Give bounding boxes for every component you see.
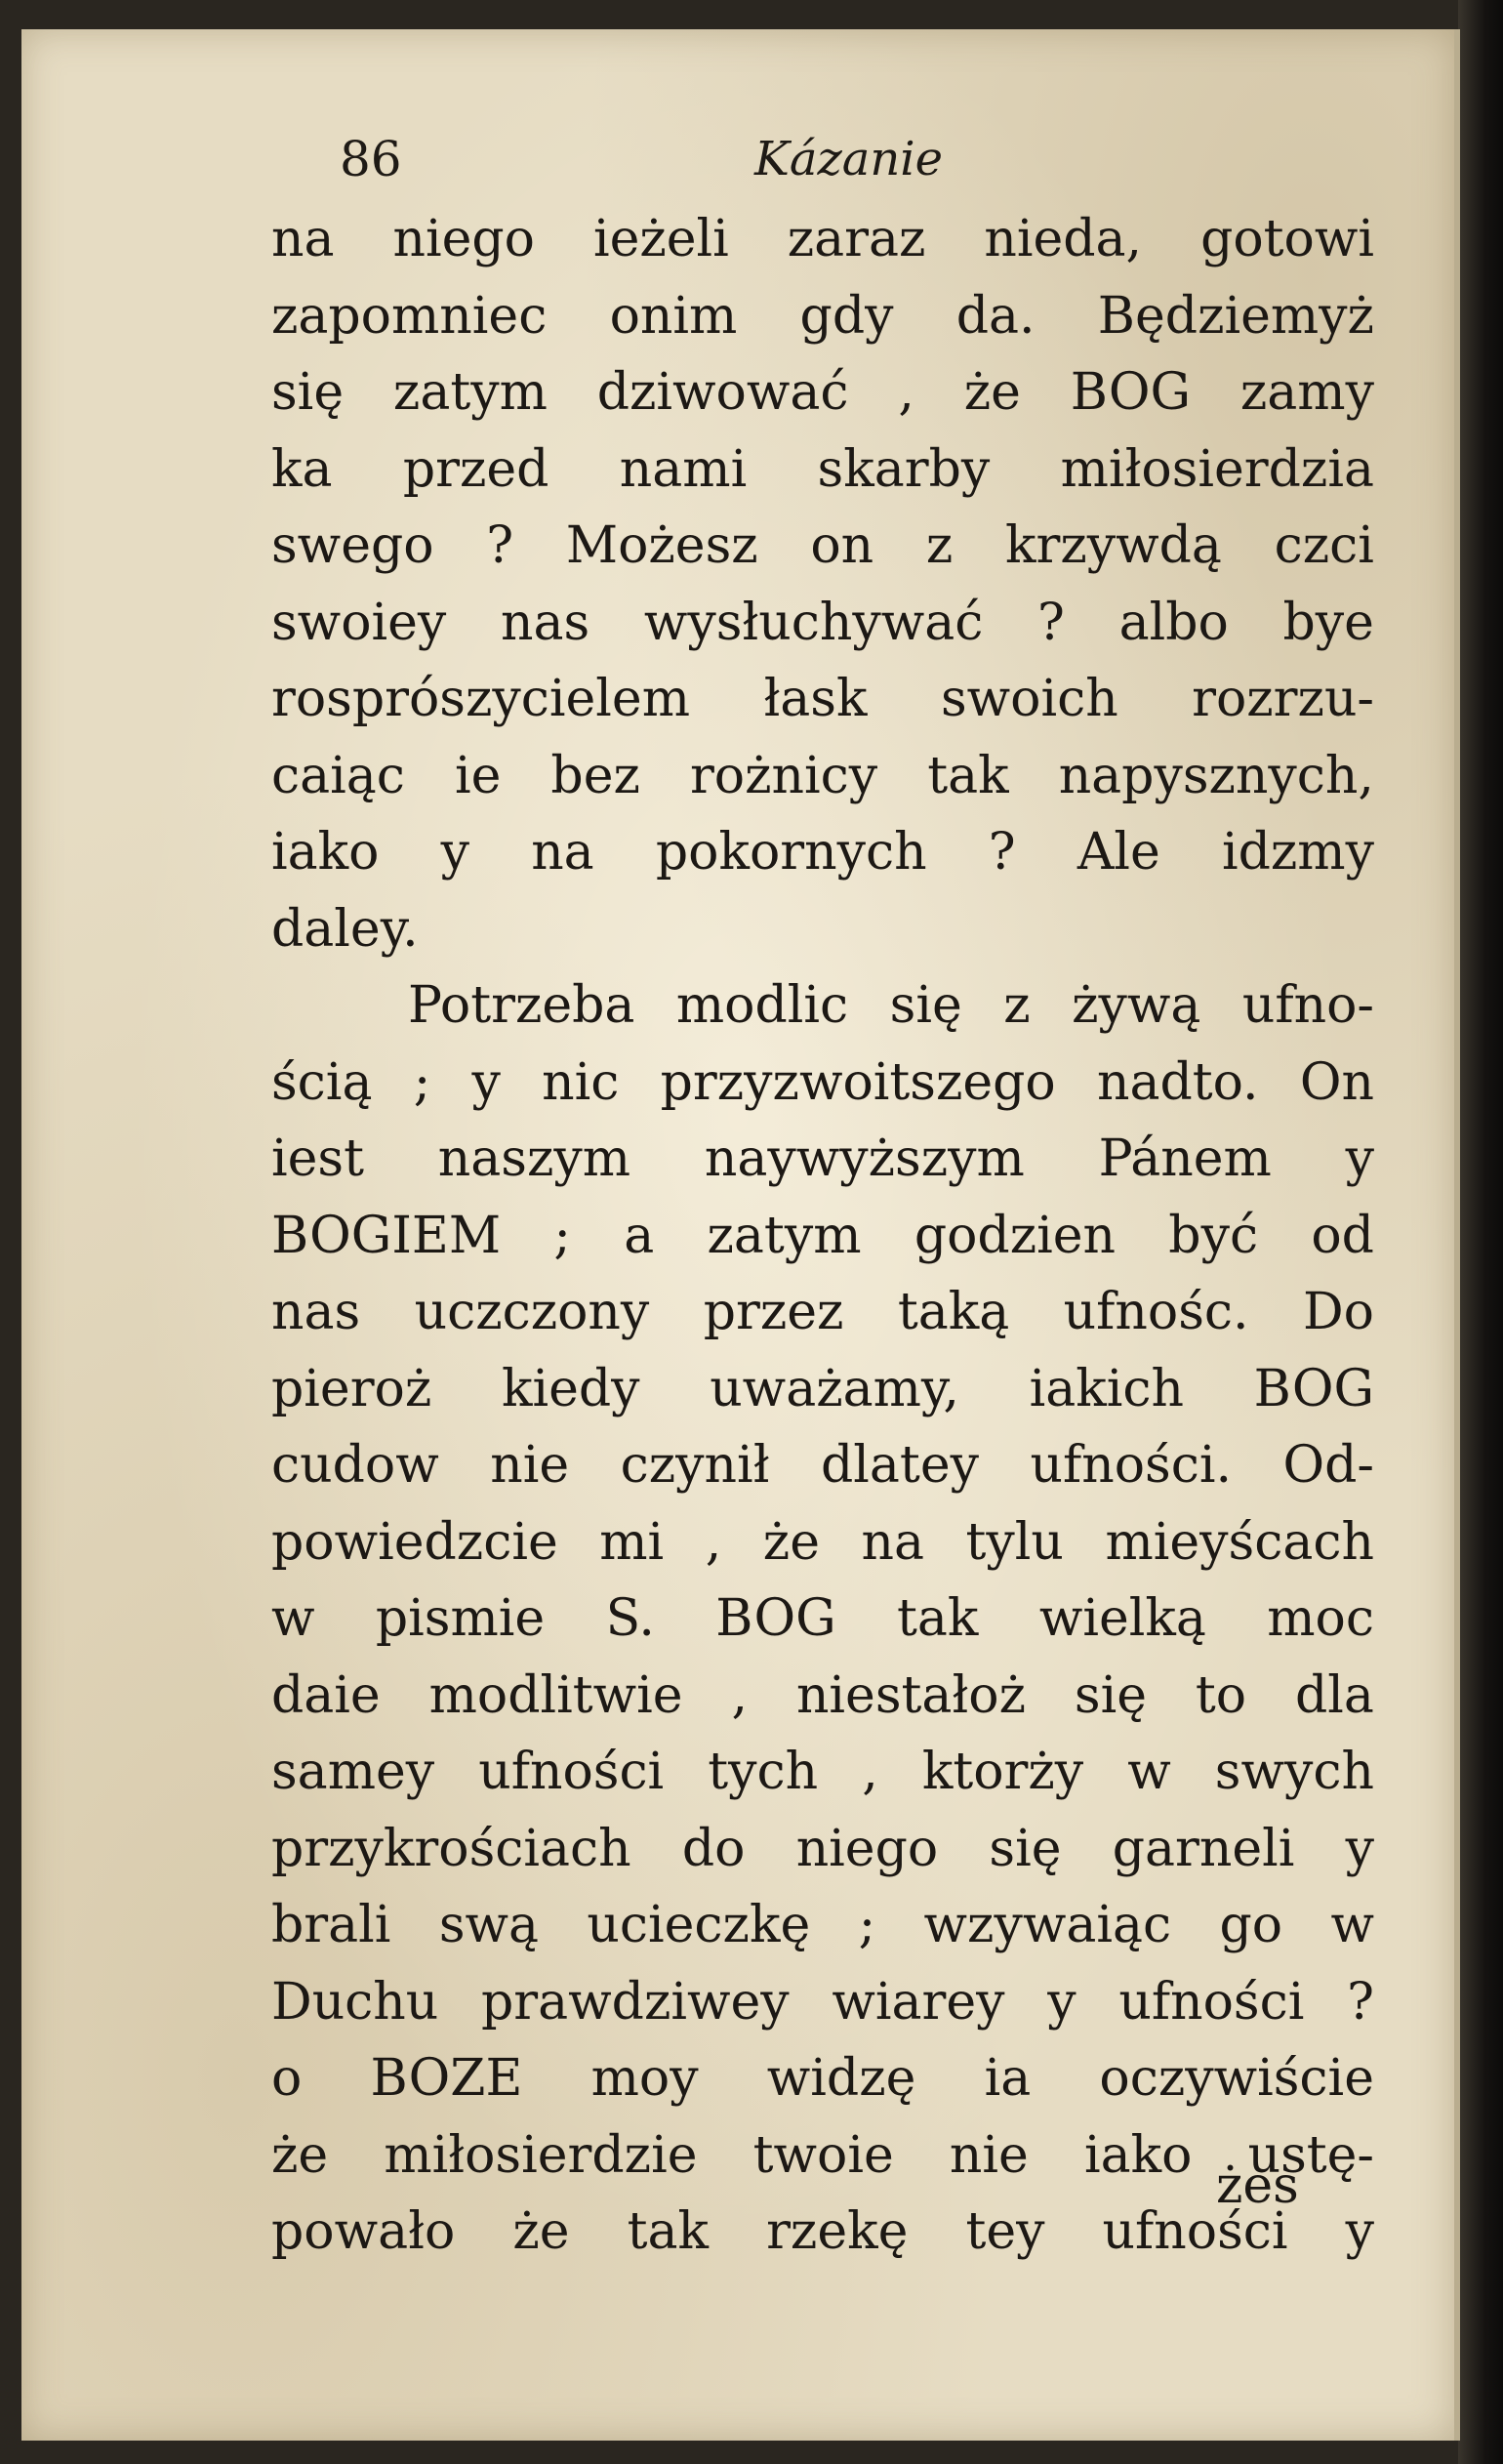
word: zamy — [1239, 363, 1374, 422]
page-edge — [1454, 29, 1460, 2441]
word: rozrzu- — [1192, 670, 1374, 728]
page-number: 86 — [340, 131, 402, 187]
text-line — [271, 1964, 1374, 2041]
word: nieda, — [984, 210, 1143, 268]
word: oczywiście — [1099, 2049, 1374, 2108]
word: powiedzcie — [271, 1512, 558, 1572]
word: że — [271, 2125, 329, 2185]
word: mi — [599, 1512, 665, 1572]
word: zatym — [392, 363, 548, 422]
word: łask — [763, 670, 868, 728]
word: tey — [965, 2202, 1045, 2261]
word: swego — [271, 516, 434, 575]
word: na — [861, 1512, 924, 1572]
word: bye — [1282, 593, 1374, 652]
word: niego — [795, 1819, 939, 1878]
word: Pánem — [1098, 1129, 1272, 1188]
word: BOG — [1070, 363, 1192, 422]
word: tak — [927, 746, 1009, 805]
word: żywą — [1072, 976, 1201, 1035]
word: Ale — [1076, 823, 1160, 882]
text-line — [271, 278, 1374, 355]
word: niestałoż — [795, 1665, 1026, 1725]
word: w — [1127, 1743, 1171, 1801]
text-line — [271, 814, 1374, 891]
word: przykrościach — [271, 1819, 631, 1878]
word: w — [1330, 1896, 1374, 1954]
word: iako — [1083, 2125, 1193, 2185]
catchword: żes — [1216, 2156, 1299, 2215]
word: ka — [271, 439, 333, 499]
word: się — [1074, 1665, 1147, 1725]
text-line — [271, 1887, 1374, 1964]
word: przed — [402, 439, 549, 499]
word: dziwować — [596, 363, 849, 422]
word: krzywdą — [1004, 516, 1222, 575]
word: tak — [627, 2202, 709, 2261]
word: samey — [271, 1743, 435, 1801]
text-line — [271, 354, 1374, 431]
word: On — [1299, 1052, 1374, 1112]
text-line — [271, 1121, 1374, 1198]
word: albo — [1118, 593, 1229, 652]
word: ścią — [271, 1052, 373, 1112]
text-line — [271, 1198, 1374, 1275]
word: ufności — [1118, 1972, 1305, 2032]
word: daley. — [271, 899, 419, 959]
word: z — [925, 516, 954, 575]
word: z — [1003, 976, 1031, 1035]
word: ustę- — [1247, 2125, 1374, 2185]
word: nas — [500, 593, 590, 652]
word: Do — [1302, 1283, 1374, 1341]
word: BOG — [1253, 1359, 1374, 1418]
word: ; — [858, 1896, 876, 1954]
word: moy — [590, 2049, 699, 2108]
word: widzę — [766, 2049, 916, 2108]
text-line — [271, 891, 1374, 968]
word: gdy — [799, 286, 894, 346]
word: ufności. — [1030, 1436, 1232, 1495]
word: y — [1345, 2202, 1374, 2261]
text-line — [271, 1581, 1374, 1658]
word: y — [1345, 1129, 1374, 1188]
word: od — [1311, 1206, 1374, 1265]
word: zaraz — [787, 210, 926, 268]
word: ? — [486, 516, 514, 575]
word: , — [731, 1665, 749, 1725]
word: się — [271, 363, 345, 422]
word: moc — [1267, 1589, 1374, 1648]
word: zatym — [707, 1206, 862, 1265]
word: tych — [708, 1743, 819, 1801]
word: Możesz — [565, 516, 758, 575]
word: , — [898, 363, 914, 422]
text-line — [271, 431, 1374, 509]
text-line — [271, 508, 1374, 585]
word: się — [889, 976, 962, 1035]
word: rzekę — [766, 2202, 909, 2261]
word: naszym — [437, 1129, 631, 1188]
word: swych — [1214, 1743, 1374, 1801]
word: y — [471, 1052, 501, 1112]
word: swoich — [940, 670, 1118, 728]
word: pokornych — [655, 823, 927, 882]
word: Od- — [1282, 1436, 1374, 1495]
word: napysznych, — [1058, 746, 1374, 805]
text-line — [271, 1351, 1374, 1428]
word: nami — [619, 439, 748, 499]
word: być — [1168, 1206, 1259, 1265]
word: garneli — [1112, 1819, 1295, 1878]
word: , — [705, 1512, 722, 1572]
page-header — [340, 125, 1316, 193]
book-binding-edge — [1458, 0, 1503, 2464]
text-line — [271, 1045, 1374, 1122]
word: , — [862, 1743, 878, 1801]
word: miłosierdzie — [384, 2125, 698, 2185]
word: ufności — [478, 1743, 665, 1801]
word: się — [989, 1819, 1062, 1878]
word: a — [624, 1206, 655, 1265]
text-line — [271, 2117, 1374, 2195]
text-line — [271, 738, 1374, 815]
word: ? — [988, 823, 1016, 882]
word: miłosierdzia — [1060, 439, 1374, 499]
body-text — [271, 201, 1374, 2271]
word: Duchu — [271, 1972, 439, 2032]
word: modlitwie — [428, 1665, 683, 1725]
word: zapomniec — [271, 286, 548, 346]
text-line — [271, 1274, 1374, 1351]
word: dla — [1295, 1665, 1374, 1725]
word: ; — [413, 1052, 431, 1112]
text-line — [271, 1811, 1374, 1888]
word: ? — [1347, 1972, 1374, 2032]
word: nadto. — [1096, 1052, 1259, 1112]
word: uczczony — [414, 1283, 650, 1341]
text-line — [271, 1658, 1374, 1735]
word: BOGIEM — [271, 1206, 502, 1265]
word: brali — [271, 1896, 391, 1954]
word: BOG — [715, 1589, 836, 1648]
word: swoiey — [271, 593, 447, 652]
word: czci — [1274, 516, 1374, 575]
word: pieroż — [271, 1359, 432, 1418]
word: taką — [897, 1283, 1010, 1341]
word: on — [810, 516, 874, 575]
word: wiarey — [832, 1972, 1005, 2032]
word: na — [531, 823, 594, 882]
word: idzmy — [1221, 823, 1374, 882]
word: y — [1345, 1819, 1374, 1878]
word: przyzwoitszego — [660, 1052, 1056, 1112]
word: że — [762, 1512, 820, 1572]
word: skarby — [817, 439, 991, 499]
word: tylu — [965, 1512, 1064, 1572]
word: go — [1219, 1896, 1283, 1954]
word: naywyższym — [704, 1129, 1025, 1188]
word: uważamy, — [710, 1359, 959, 1418]
word: BOZE — [370, 2049, 523, 2108]
word: rożnicy — [689, 746, 878, 805]
word: o — [271, 2049, 303, 2108]
word: w — [271, 1589, 315, 1648]
word: da. — [955, 286, 1036, 346]
word: modlic — [675, 976, 849, 1035]
word: ufno- — [1241, 976, 1374, 1035]
word: S. — [605, 1589, 655, 1648]
word: niego — [392, 210, 535, 268]
word: Potrzeba — [408, 976, 635, 1035]
word: to — [1195, 1665, 1247, 1725]
word: ieżeli — [592, 210, 729, 268]
word: y — [440, 823, 470, 882]
text-line — [271, 661, 1374, 738]
word: caiąc — [271, 746, 405, 805]
word: nic — [542, 1052, 620, 1112]
word: ktorży — [921, 1743, 1084, 1801]
word: bez — [550, 746, 640, 805]
word: ufności — [1102, 2202, 1288, 2261]
word: do — [681, 1819, 746, 1878]
word: że — [963, 363, 1021, 422]
text-line — [271, 1504, 1374, 1581]
word: ; — [553, 1206, 571, 1265]
word: ie — [454, 746, 502, 805]
text-line — [271, 585, 1374, 662]
word: wielką — [1038, 1589, 1206, 1648]
word: twoie — [752, 2125, 894, 2185]
word: Będziemyż — [1097, 286, 1374, 346]
word: na — [271, 210, 335, 268]
word: powało — [271, 2202, 456, 2261]
word: czynił — [620, 1436, 770, 1495]
word: prawdziwey — [481, 1972, 790, 2032]
word: nas — [271, 1283, 361, 1341]
word: y — [1047, 1972, 1076, 2032]
text-line — [271, 967, 1374, 1045]
word: godzien — [914, 1206, 1116, 1265]
word: przez — [703, 1283, 844, 1341]
word: ufnośc. — [1063, 1283, 1249, 1341]
running-head: Kázanie — [754, 132, 944, 186]
word: iest — [271, 1129, 364, 1188]
word: mieyścach — [1105, 1512, 1374, 1572]
text-line — [271, 2194, 1374, 2271]
word: cudow — [271, 1436, 439, 1495]
word: nie — [949, 2125, 1029, 2185]
word: pismie — [375, 1589, 546, 1648]
text-line — [271, 1734, 1374, 1811]
word: dlatey — [821, 1436, 979, 1495]
word: nie — [490, 1436, 570, 1495]
text-line — [271, 1427, 1374, 1504]
word: tak — [897, 1589, 979, 1648]
word: że — [512, 2202, 570, 2261]
word: kiedy — [501, 1359, 640, 1418]
word: onim — [609, 286, 738, 346]
word: daie — [271, 1665, 381, 1725]
word: ia — [984, 2049, 1032, 2108]
word: swą — [438, 1896, 540, 1954]
word: ? — [1037, 593, 1065, 652]
text-line — [271, 2040, 1374, 2117]
word: gotowi — [1200, 210, 1374, 268]
word: wzywaiąc — [923, 1896, 1172, 1954]
word: wysłuchywać — [643, 593, 984, 652]
word: iako — [271, 823, 380, 882]
word: iakich — [1029, 1359, 1184, 1418]
word: rosprószycielem — [271, 670, 690, 728]
word: ucieczkę — [587, 1896, 811, 1954]
text-line — [271, 201, 1374, 278]
